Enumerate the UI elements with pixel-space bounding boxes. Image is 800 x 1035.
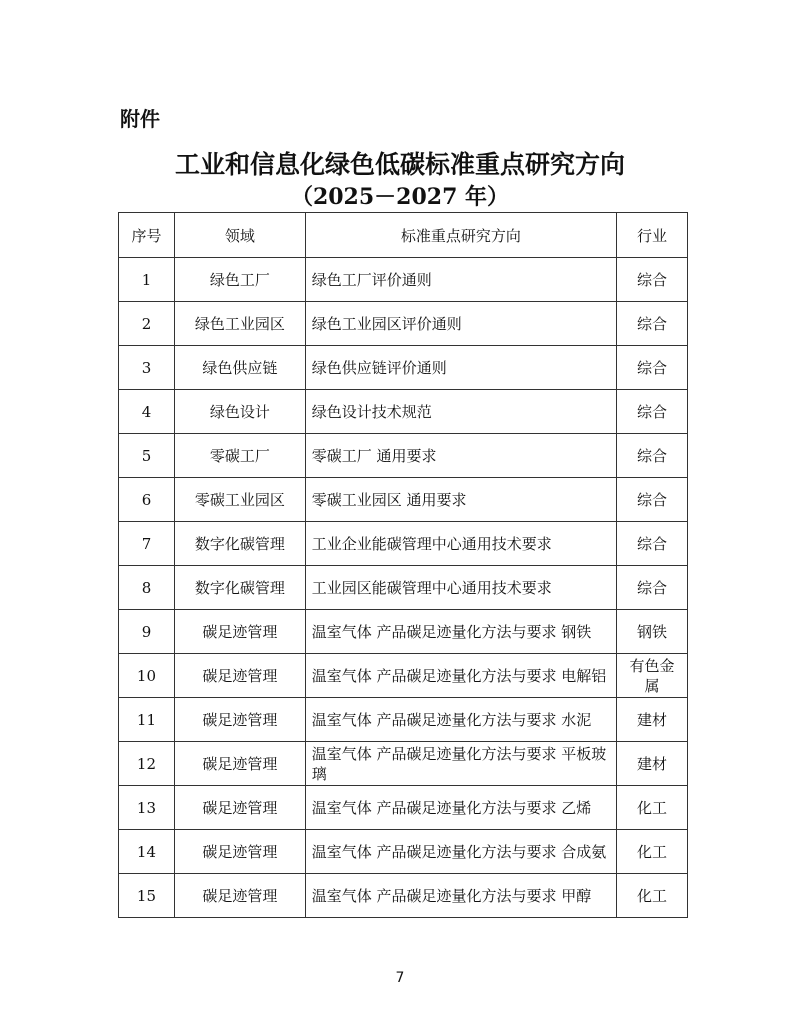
- page-number: 7: [395, 970, 405, 986]
- table-body: [119, 258, 688, 918]
- cell-field: 碳足迹管理: [174, 742, 305, 786]
- cell-direction: 绿色供应链评价通则: [305, 346, 616, 390]
- cell-direction: 零碳工厂 通用要求: [305, 434, 616, 478]
- cell-no: 2: [119, 302, 175, 346]
- cell-no: 13: [119, 786, 175, 830]
- table-row: [119, 522, 688, 566]
- cell-direction: 温室气体 产品碳足迹量化方法与要求 甲醇: [305, 874, 616, 918]
- document-subtitle: （2025－2027 年）: [290, 184, 510, 210]
- cell-no: 11: [119, 698, 175, 742]
- cell-field: 绿色工业园区: [174, 302, 305, 346]
- cell-direction: 绿色工厂评价通则: [305, 258, 616, 302]
- cell-field: 绿色设计: [174, 390, 305, 434]
- table-row: [119, 302, 688, 346]
- cell-no: 10: [119, 654, 175, 698]
- cell-industry: 综合: [617, 302, 688, 346]
- cell-no: 6: [119, 478, 175, 522]
- cell-direction: 温室气体 产品碳足迹量化方法与要求 水泥: [305, 698, 616, 742]
- cell-industry: 建材: [617, 742, 688, 786]
- cell-industry: 综合: [617, 346, 688, 390]
- table-row: [119, 258, 688, 302]
- cell-industry: 建材: [617, 698, 688, 742]
- cell-no: 9: [119, 610, 175, 654]
- table-header: [119, 213, 688, 258]
- cell-direction: 温室气体 产品碳足迹量化方法与要求 乙烯: [305, 786, 616, 830]
- table-row: [119, 830, 688, 874]
- cell-industry: 钢铁: [617, 610, 688, 654]
- cell-industry: 综合: [617, 434, 688, 478]
- cell-direction: 零碳工业园区 通用要求: [305, 478, 616, 522]
- table-row: [119, 434, 688, 478]
- cell-field: 碳足迹管理: [174, 698, 305, 742]
- table-row: [119, 478, 688, 522]
- cell-industry: 化工: [617, 830, 688, 874]
- table-row: [119, 742, 688, 786]
- cell-no: 8: [119, 566, 175, 610]
- header-direction: 标准重点研究方向: [305, 213, 616, 258]
- table-row: [119, 874, 688, 918]
- table-row: [119, 566, 688, 610]
- table-row: [119, 610, 688, 654]
- cell-industry: 综合: [617, 258, 688, 302]
- cell-industry: 综合: [617, 566, 688, 610]
- cell-no: 3: [119, 346, 175, 390]
- cell-industry: 综合: [617, 522, 688, 566]
- cell-direction: 工业园区能碳管理中心通用技术要求: [305, 566, 616, 610]
- table-row: [119, 346, 688, 390]
- header-no: 序号: [119, 213, 175, 258]
- table-row: [119, 698, 688, 742]
- cell-field: 零碳工厂: [174, 434, 305, 478]
- cell-field: 数字化碳管理: [174, 566, 305, 610]
- cell-no: 14: [119, 830, 175, 874]
- table-row: [119, 390, 688, 434]
- cell-industry: 综合: [617, 478, 688, 522]
- header-row: [119, 213, 688, 258]
- cell-field: 碳足迹管理: [174, 610, 305, 654]
- cell-direction: 工业企业能碳管理中心通用技术要求: [305, 522, 616, 566]
- cell-field: 碳足迹管理: [174, 654, 305, 698]
- cell-industry: 化工: [617, 786, 688, 830]
- cell-no: 7: [119, 522, 175, 566]
- table-row: [119, 786, 688, 830]
- cell-direction: 温室气体 产品碳足迹量化方法与要求 钢铁: [305, 610, 616, 654]
- header-field: 领域: [174, 213, 305, 258]
- cell-industry: 综合: [617, 390, 688, 434]
- cell-field: 碳足迹管理: [174, 874, 305, 918]
- cell-direction: 温室气体 产品碳足迹量化方法与要求 合成氨: [305, 830, 616, 874]
- cell-field: 数字化碳管理: [174, 522, 305, 566]
- cell-no: 5: [119, 434, 175, 478]
- header-industry: 行业: [617, 213, 688, 258]
- cell-industry: 化工: [617, 874, 688, 918]
- attachment-label: 附件: [120, 107, 160, 131]
- cell-field: 绿色供应链: [174, 346, 305, 390]
- cell-no: 15: [119, 874, 175, 918]
- cell-direction: 绿色设计技术规范: [305, 390, 616, 434]
- cell-field: 碳足迹管理: [174, 830, 305, 874]
- cell-direction: 温室气体 产品碳足迹量化方法与要求 平板玻璃: [305, 742, 616, 786]
- cell-direction: 绿色工业园区评价通则: [305, 302, 616, 346]
- cell-no: 12: [119, 742, 175, 786]
- cell-field: 绿色工厂: [174, 258, 305, 302]
- cell-direction: 温室气体 产品碳足迹量化方法与要求 电解铝: [305, 654, 616, 698]
- table-row: [119, 654, 688, 698]
- document-title: 工业和信息化绿色低碳标准重点研究方向: [174, 150, 625, 179]
- standards-table: [118, 212, 688, 918]
- cell-industry: 有色金属: [617, 654, 688, 698]
- cell-field: 碳足迹管理: [174, 786, 305, 830]
- cell-field: 零碳工业园区: [174, 478, 305, 522]
- cell-no: 4: [119, 390, 175, 434]
- cell-no: 1: [119, 258, 175, 302]
